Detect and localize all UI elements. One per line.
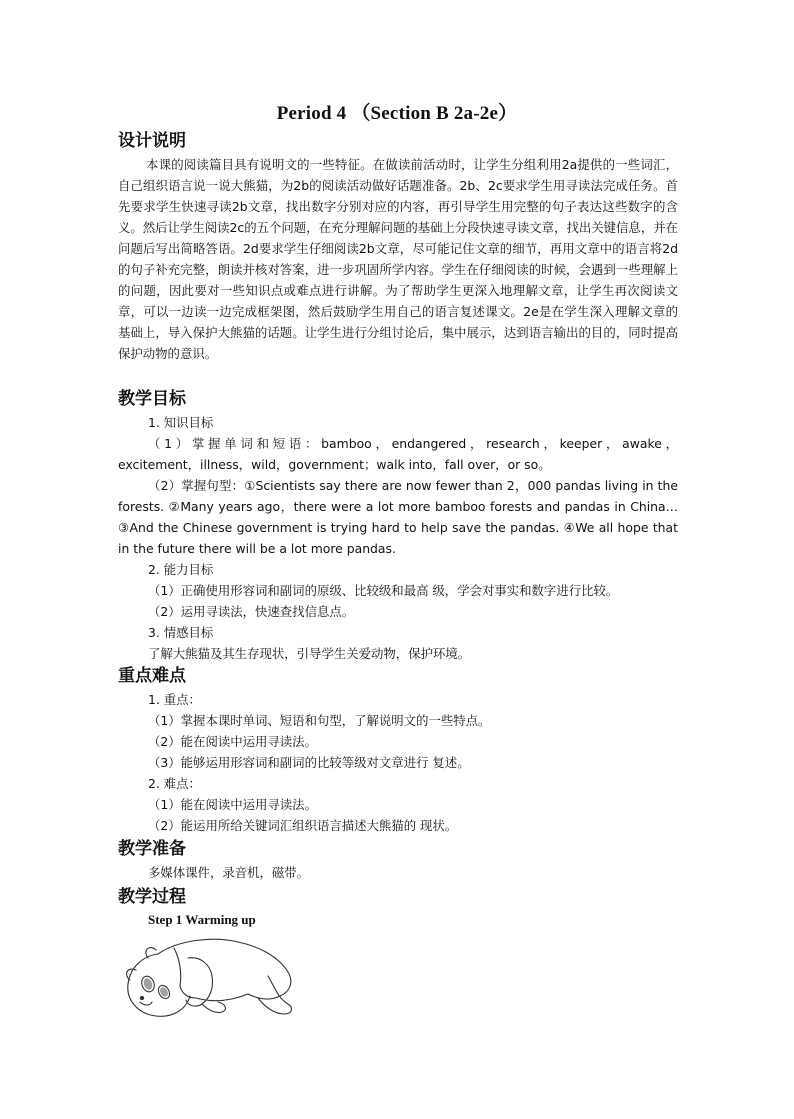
key-point-2: （2）能在阅读中运用寻读法。 — [148, 734, 317, 749]
difficulty-1: （1）能在阅读中运用寻读法。 — [148, 797, 317, 812]
emotion-goal-title: 3. 情感目标 — [148, 625, 214, 640]
difficulties-title: 2. 难点： — [148, 776, 201, 791]
ability-goal-2: （2）运用寻读法，快速查找信息点。 — [148, 604, 355, 619]
ability-goal-title: 2. 能力目标 — [148, 562, 214, 577]
process-heading: 教学过程 — [118, 887, 186, 907]
key-point-3: （3）能够运用形容词和副词的比较等级对文章进行 复述。 — [148, 755, 470, 770]
step-1-title: Step 1 Warming up — [148, 912, 256, 927]
design-paragraph: 本课的阅读篇目具有说明文的一些特征。在做读前活动时，让学生分组利用2a提供的一些词汇，自己组织语言说一说大熊猫，为2b的阅读活动做好话题准备。2b、2c要求学生用寻读法完成任务。首先要求学生快速寻读2b文章，找出数字分别对应的内容，再引导学生用完整的句子表达这些数字的含义。然后让学生阅读2c的五个问题，在充分理解问题的基础上分段快速寻读文章，找出关键信息，并在问题后写出简略答语。2d要求学生仔细阅读2b文章，尽可能记住文章的细节，再用文章中的语言将2d的句子补充完整，朗读并核对答案，进一步巩固所学内容。学生在仔细阅读的时候，会遇到一些理解上的问题，因此要对一些知识点或难点进行讲解。为了帮助学生更深入地理解文章，让学生再次阅读文章，可以一边读一边完成框架图，然后鼓励学生用自己的语言复述课文。2e是在学生深入理解文章的基础上，导入保护大熊猫的话题。让学生进行分组讨论后，集中展示，达到语言输出的目的，同时提高保护动物的意识。 — [118, 157, 678, 361]
difficulty-2: （2）能运用所给关键词汇组织语言描述大熊猫的 现状。 — [148, 818, 458, 833]
prep-heading: 教学准备 — [118, 839, 186, 859]
key-points-title: 1. 重点： — [148, 692, 201, 707]
knowledge-goal-words: （1）掌握单词和短语：bamboo，endangered，research，keeper，awake，excitement，illness，wild，government；walk into，fall over，or so。 — [118, 436, 678, 472]
goals-heading: 教学目标 — [118, 389, 186, 409]
ability-goal-1: （1）正确使用形容词和副词的原级、比较级和最高 级，学会对事实和数字进行比较。 — [148, 583, 619, 598]
design-heading: 设计说明 — [118, 131, 186, 151]
prep-text: 多媒体课件，录音机，磁带。 — [148, 865, 310, 880]
panda-sketch-icon — [118, 932, 298, 1024]
knowledge-goal-title: 1. 知识目标 — [148, 415, 214, 430]
page-title: Period 4 （Section B 2a-2e） — [276, 103, 518, 124]
keypoints-heading: 重点难点 — [118, 666, 186, 686]
key-point-1: （1）掌握本课时单词、短语和句型，了解说明文的一些特点。 — [148, 713, 491, 728]
emotion-goal-1: 了解大熊猫及其生存现状，引导学生关爱动物，保护环境。 — [148, 646, 471, 661]
knowledge-goal-sentences: （2）掌握句型：①Scientists say there are now fewer than 2，000 pandas living in the forests. ②Many years ago，there were a lot more bamboo forests and pandas in China… ③And the Chinese government is trying hard to help save the pandas. ④We all hope that in the future there will be a lot more pandas. — [118, 478, 678, 556]
